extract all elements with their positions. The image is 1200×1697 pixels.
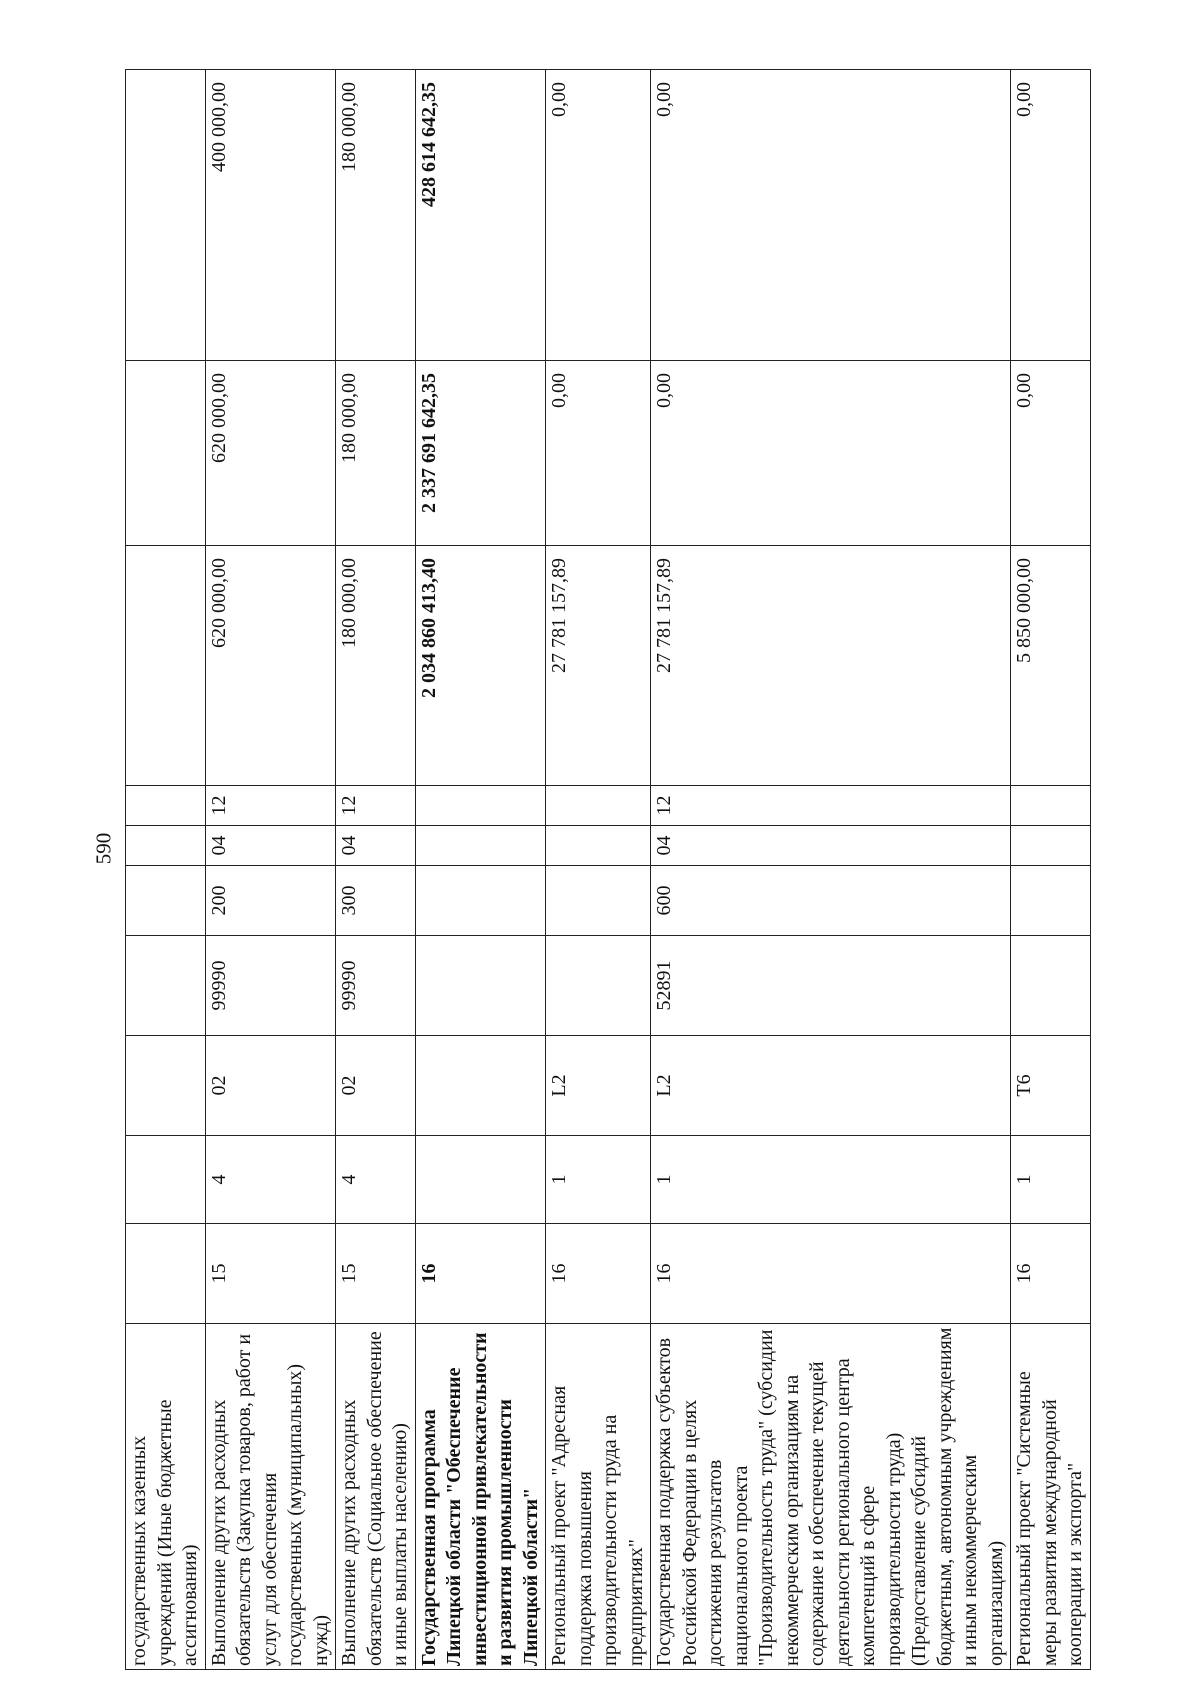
budget-table-rotated bbox=[125, 70, 1086, 1670]
cell-c1: 15 bbox=[205, 1224, 336, 1324]
cell-v3: 428 614 642,35 bbox=[415, 70, 546, 361]
cell-c3: L2 bbox=[651, 1036, 1011, 1136]
cell-v3: 0,00 bbox=[1011, 70, 1091, 361]
cell-v2: 0,00 bbox=[651, 361, 1011, 546]
cell-name: государственных казенных учреждений (Иные бюджетные ассигнования) bbox=[126, 1324, 206, 1670]
cell-c1: 16 bbox=[546, 1224, 651, 1324]
cell-c7: 12 bbox=[205, 786, 336, 826]
cell-c7: 12 bbox=[651, 786, 1011, 826]
cell-name: Региональный проект "Адресная поддержка повышения производительности труда на предприятиях" bbox=[546, 1324, 651, 1670]
cell-c5: 600 bbox=[651, 866, 1011, 936]
cell-c4 bbox=[415, 936, 546, 1036]
cell-c5 bbox=[546, 866, 651, 936]
cell-c6 bbox=[415, 826, 546, 866]
cell-c3: 02 bbox=[205, 1036, 336, 1136]
cell-c2: 4 bbox=[336, 1136, 416, 1224]
cell-c4 bbox=[546, 936, 651, 1036]
cell-c4: 99990 bbox=[205, 936, 336, 1036]
cell-c2 bbox=[126, 1136, 206, 1224]
cell-c3 bbox=[415, 1036, 546, 1136]
cell-c1: 16 bbox=[1011, 1224, 1091, 1324]
cell-c6: 04 bbox=[205, 826, 336, 866]
cell-c2: 1 bbox=[546, 1136, 651, 1224]
cell-v1: 620 000,00 bbox=[205, 546, 336, 786]
table-row bbox=[1011, 70, 1091, 1670]
cell-v2: 0,00 bbox=[1011, 361, 1091, 546]
cell-v2: 180 000,00 bbox=[336, 361, 416, 546]
cell-c6 bbox=[1011, 826, 1091, 866]
table-row bbox=[205, 70, 336, 1670]
cell-c1: 15 bbox=[336, 1224, 416, 1324]
cell-c5: 300 bbox=[336, 866, 416, 936]
cell-name: Государственная программа Липецкой области "Обеспечение инвестиционной привлекательности и развития промышленности Липецкой области" bbox=[415, 1324, 546, 1670]
cell-c2: 1 bbox=[1011, 1136, 1091, 1224]
cell-v3: 0,00 bbox=[546, 70, 651, 361]
cell-c5: 200 bbox=[205, 866, 336, 936]
cell-c5 bbox=[1011, 866, 1091, 936]
cell-c6 bbox=[126, 826, 206, 866]
cell-c2: 1 bbox=[651, 1136, 1011, 1224]
cell-c5 bbox=[415, 866, 546, 936]
cell-c1: 16 bbox=[415, 1224, 546, 1324]
cell-c7 bbox=[415, 786, 546, 826]
cell-v3: 400 000,00 bbox=[205, 70, 336, 361]
cell-name: Государственная поддержка субъектов Российской Федерации в целях достижения результатов национального проекта "Производительность труда" (субсидии некоммерческим организациям на содержание и обеспечение текущей деятельности регионального центра компетенций в сфере производительности труда) (Предоставление субсидий бюджетным, автономным учреждениям и иным некоммерческим организациям) bbox=[651, 1324, 1011, 1670]
cell-c3: T6 bbox=[1011, 1036, 1091, 1136]
cell-v3: 0,00 bbox=[651, 70, 1011, 361]
cell-c6 bbox=[546, 826, 651, 866]
cell-v2: 0,00 bbox=[546, 361, 651, 546]
cell-c5 bbox=[126, 866, 206, 936]
page-number: 590 bbox=[91, 832, 116, 865]
table-row bbox=[546, 70, 651, 1670]
cell-v1: 2 034 860 413,40 bbox=[415, 546, 546, 786]
table-row bbox=[126, 70, 206, 1670]
cell-c2: 4 bbox=[205, 1136, 336, 1224]
budget-table bbox=[125, 69, 1091, 1670]
cell-name: Выполнение других расходных обязательств (Закупка товаров, работ и услуг для обеспечения государственных (муниципальных) нужд) bbox=[205, 1324, 336, 1670]
cell-v1: 27 781 157,89 bbox=[651, 546, 1011, 786]
cell-name: Выполнение других расходных обязательств (Социальное обеспечение и иные выплаты населению) bbox=[336, 1324, 416, 1670]
cell-v2: 620 000,00 bbox=[205, 361, 336, 546]
table-row bbox=[651, 70, 1011, 1670]
cell-c1: 16 bbox=[651, 1224, 1011, 1324]
cell-c7: 12 bbox=[336, 786, 416, 826]
cell-c4: 52891 bbox=[651, 936, 1011, 1036]
table-body bbox=[126, 70, 1091, 1670]
cell-c6: 04 bbox=[651, 826, 1011, 866]
cell-v2 bbox=[126, 361, 206, 546]
cell-c4 bbox=[126, 936, 206, 1036]
cell-c4: 99990 bbox=[336, 936, 416, 1036]
cell-v3 bbox=[126, 70, 206, 361]
cell-name: Региональный проект "Системные меры развития международной кооперации и экспорта" bbox=[1011, 1324, 1091, 1670]
table-row bbox=[415, 70, 546, 1670]
cell-c3: L2 bbox=[546, 1036, 651, 1136]
cell-c7 bbox=[126, 786, 206, 826]
cell-c3: 02 bbox=[336, 1036, 416, 1136]
cell-c7 bbox=[1011, 786, 1091, 826]
cell-v1: 180 000,00 bbox=[336, 546, 416, 786]
table-row bbox=[336, 70, 416, 1670]
cell-c2 bbox=[415, 1136, 546, 1224]
cell-c3 bbox=[126, 1036, 206, 1136]
cell-c1 bbox=[126, 1224, 206, 1324]
cell-c7 bbox=[546, 786, 651, 826]
cell-c4 bbox=[1011, 936, 1091, 1036]
cell-v1: 27 781 157,89 bbox=[546, 546, 651, 786]
cell-v1 bbox=[126, 546, 206, 786]
cell-v3: 180 000,00 bbox=[336, 70, 416, 361]
cell-v1: 5 850 000,00 bbox=[1011, 546, 1091, 786]
cell-v2: 2 337 691 642,35 bbox=[415, 361, 546, 546]
cell-c6: 04 bbox=[336, 826, 416, 866]
